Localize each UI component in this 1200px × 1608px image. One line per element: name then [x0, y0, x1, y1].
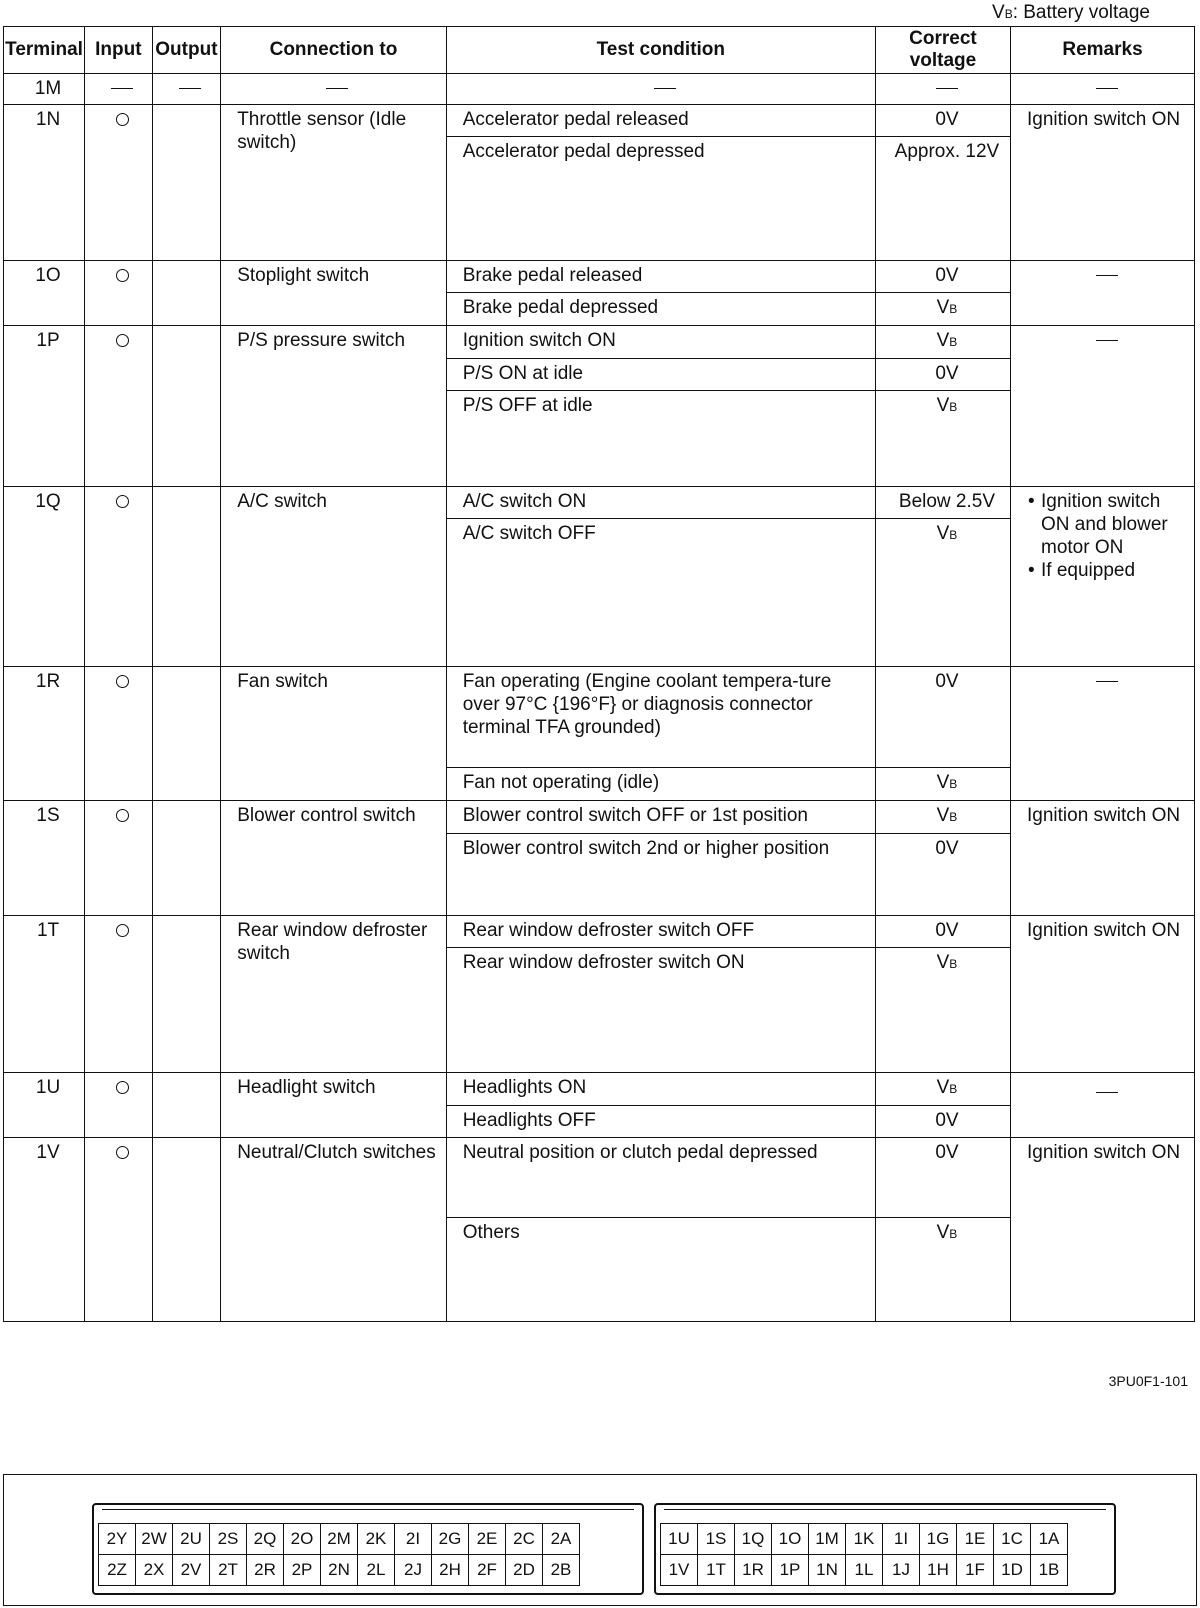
terminal-cell: 1M: [4, 74, 85, 105]
dash-icon: [326, 88, 348, 89]
voltage-cell: 0V: [875, 916, 1010, 948]
dash-icon: [1096, 275, 1118, 276]
condition-cell: Blower control switch OFF or 1st position: [446, 801, 875, 834]
connector-pin: 1U: [661, 1524, 698, 1555]
connector-pin: 2K: [358, 1524, 395, 1555]
remarks-cell: [1011, 487, 1195, 667]
voltage-cell: 0V: [875, 359, 1010, 391]
voltage-cell: Approx. 12V: [875, 137, 1010, 261]
input-circle-icon: [116, 269, 129, 282]
condition-cell: Accelerator pedal depressed: [446, 137, 875, 261]
vb-subscript: B: [1004, 7, 1013, 21]
connector-pin: 1N: [809, 1555, 846, 1586]
connector-pin: 2S: [210, 1524, 247, 1555]
condition-cell: A/C switch ON: [446, 487, 875, 519]
condition-cell: P/S OFF at idle: [446, 391, 875, 487]
connector-pin: 2F: [469, 1555, 506, 1586]
table-row: [4, 261, 1195, 293]
connector-pin: 2C: [506, 1524, 543, 1555]
connector-pin: 2Z: [99, 1555, 136, 1586]
table-row: [4, 1138, 1195, 1218]
connector-pin: 2E: [469, 1524, 506, 1555]
connector-pin: 1S: [698, 1524, 735, 1555]
connector-pin: 2W: [136, 1524, 173, 1555]
connection-cell: Neutral/Clutch switches: [221, 1138, 447, 1322]
header-output: Output: [152, 27, 221, 74]
input-circle-icon: [116, 334, 129, 347]
dash-icon: [1096, 1092, 1118, 1093]
connector-pin: 2D: [506, 1555, 543, 1586]
pin-row: [99, 1524, 580, 1555]
pin-row: [99, 1555, 580, 1586]
remarks-cell: Ignition switch ON: [1011, 1138, 1195, 1322]
condition-cell: Rear window defroster switch ON: [446, 948, 875, 1073]
connector-pin: 2H: [432, 1555, 469, 1586]
table-row: [4, 667, 1195, 768]
vb-symbol: V: [992, 2, 1005, 23]
dash-icon: [1096, 88, 1118, 89]
condition-cell: P/S ON at idle: [446, 359, 875, 391]
voltage-cell: VB: [875, 391, 1010, 487]
connection-cell: Blower control switch: [221, 801, 447, 916]
condition-cell: Headlights OFF: [446, 1106, 875, 1138]
terminal-cell: 1S: [4, 801, 85, 916]
connector-1-pins: [660, 1523, 1068, 1586]
connection-cell: A/C switch: [221, 487, 447, 667]
terminal-cell: 1V: [4, 1138, 85, 1322]
terminal-voltage-table: [3, 26, 1195, 1322]
connector-pin: 2L: [358, 1555, 395, 1586]
voltage-cell: VB: [875, 1073, 1010, 1106]
connector-pin: 1A: [1031, 1524, 1068, 1555]
condition-cell: Fan not operating (idle): [446, 768, 875, 801]
condition-cell: A/C switch OFF: [446, 519, 875, 667]
connector-pin: 1E: [957, 1524, 994, 1555]
header-input: Input: [85, 27, 153, 74]
terminal-cell: 1U: [4, 1073, 85, 1138]
connection-cell: Fan switch: [221, 667, 447, 801]
input-circle-icon: [116, 1081, 129, 1094]
input-circle-icon: [116, 809, 129, 822]
pin-row: [661, 1555, 1068, 1586]
connector-pin: 1K: [846, 1524, 883, 1555]
connector-pin: 1J: [883, 1555, 920, 1586]
voltage-cell: 0V: [875, 667, 1010, 768]
voltage-cell: VB: [875, 801, 1010, 834]
table-row: [4, 74, 1195, 105]
connector-2-pins: [98, 1523, 580, 1586]
table-row: [4, 326, 1195, 359]
connector-pin: 2G: [432, 1524, 469, 1555]
dash-icon: [936, 88, 958, 89]
connector-pin: 1O: [772, 1524, 809, 1555]
table-row: [4, 105, 1195, 137]
connector-latch: [664, 1509, 1106, 1520]
connector-pin: 2A: [543, 1524, 580, 1555]
terminal-cell: 1N: [4, 105, 85, 261]
voltage-cell: 0V: [875, 105, 1010, 137]
connector-1: [654, 1503, 1116, 1595]
battery-voltage-note: [992, 2, 1150, 24]
remarks-cell: Ignition switch ON: [1011, 105, 1195, 261]
condition-cell: Rear window defroster switch OFF: [446, 916, 875, 948]
terminal-cell: 1T: [4, 916, 85, 1073]
input-circle-icon: [116, 495, 129, 508]
connector-pin: 1I: [883, 1524, 920, 1555]
table-row: [4, 916, 1195, 948]
dash-icon: [654, 88, 676, 89]
condition-cell: Others: [446, 1218, 875, 1322]
condition-cell: Blower control switch 2nd or higher position: [446, 834, 875, 916]
connector-pin: 1L: [846, 1555, 883, 1586]
condition-cell: Headlights ON: [446, 1073, 875, 1106]
header-row: [4, 27, 1195, 74]
connection-cell: Rear window defroster switch: [221, 916, 447, 1073]
connector-pin: 1T: [698, 1555, 735, 1586]
input-circle-icon: [116, 1146, 129, 1159]
connector-pin: 2M: [321, 1524, 358, 1555]
dash-icon: [1096, 340, 1118, 341]
condition-cell: Accelerator pedal released: [446, 105, 875, 137]
connection-cell: P/S pressure switch: [221, 326, 447, 487]
connector-2: [92, 1503, 644, 1595]
header-remarks: Remarks: [1011, 27, 1195, 74]
voltage-cell: VB: [875, 948, 1010, 1073]
connector-pin: 1V: [661, 1555, 698, 1586]
connector-pin: 1D: [994, 1555, 1031, 1586]
connection-cell: Throttle sensor (Idle switch): [221, 105, 447, 261]
voltage-cell: 0V: [875, 834, 1010, 916]
connector-pin: 1R: [735, 1555, 772, 1586]
dash-icon: [111, 88, 133, 89]
voltage-cell: 0V: [875, 1106, 1010, 1138]
dash-icon: [179, 88, 201, 89]
input-circle-icon: [116, 924, 129, 937]
connector-pin: 1H: [920, 1555, 957, 1586]
connector-pin: 2U: [173, 1524, 210, 1555]
terminal-cell: 1O: [4, 261, 85, 326]
connector-pin: 2Y: [99, 1524, 136, 1555]
connector-pin: 1C: [994, 1524, 1031, 1555]
connector-pin: 2P: [284, 1555, 321, 1586]
voltage-cell: VB: [875, 519, 1010, 667]
input-circle-icon: [116, 675, 129, 688]
connector-latch: [102, 1509, 634, 1520]
voltage-cell: Below 2.5V: [875, 487, 1010, 519]
connector-pin: 2B: [543, 1555, 580, 1586]
connector-pin: 1Q: [735, 1524, 772, 1555]
connector-pin: 1P: [772, 1555, 809, 1586]
note-text: : Battery voltage: [1012, 2, 1150, 23]
remarks-cell: Ignition switch ON: [1011, 801, 1195, 916]
input-circle-icon: [116, 113, 129, 126]
connector-pin: 2X: [136, 1555, 173, 1586]
condition-cell: Brake pedal depressed: [446, 293, 875, 326]
connector-pin: 2Q: [247, 1524, 284, 1555]
table-row: [4, 801, 1195, 834]
terminal-cell: 1P: [4, 326, 85, 487]
header-test-condition: Test condition: [446, 27, 875, 74]
voltage-cell: VB: [875, 293, 1010, 326]
connector-pin: 2N: [321, 1555, 358, 1586]
connector-pin: 1B: [1031, 1555, 1068, 1586]
condition-cell: Neutral position or clutch pedal depressed: [446, 1138, 875, 1218]
connector-pin: 1M: [809, 1524, 846, 1555]
header-connection: Connection to: [221, 27, 447, 74]
connector-pin: 2V: [173, 1555, 210, 1586]
voltage-cell: VB: [875, 768, 1010, 801]
remark-item: • If equipped: [1041, 559, 1186, 582]
connector-pin: 1F: [957, 1555, 994, 1586]
voltage-cell: 0V: [875, 1138, 1010, 1218]
figure-code: 3PU0F1-101: [1108, 1373, 1188, 1389]
connector-pin: 2O: [284, 1524, 321, 1555]
voltage-cell: VB: [875, 1218, 1010, 1322]
connector-pin: 2J: [395, 1555, 432, 1586]
terminal-cell: 1R: [4, 667, 85, 801]
connector-pin: 2R: [247, 1555, 284, 1586]
connector-pin: 2I: [395, 1524, 432, 1555]
header-correct-voltage: Correct voltage: [875, 27, 1010, 74]
connection-cell: Stoplight switch: [221, 261, 447, 326]
table-row: [4, 1073, 1195, 1106]
pin-row: [661, 1524, 1068, 1555]
condition-cell: Fan operating (Engine coolant tempera-ture over 97°C {196°F} or diagnosis connector terminal TFA grounded): [446, 667, 875, 768]
voltage-cell: VB: [875, 326, 1010, 359]
table-row: [4, 487, 1195, 519]
connector-pin: 1G: [920, 1524, 957, 1555]
remarks-cell: Ignition switch ON: [1011, 916, 1195, 1073]
dash-icon: [1096, 681, 1118, 682]
condition-cell: Ignition switch ON: [446, 326, 875, 359]
connector-pin: 2T: [210, 1555, 247, 1586]
voltage-cell: 0V: [875, 261, 1010, 293]
connector-diagram: [3, 1474, 1197, 1606]
remark-item: • Ignition switch ON and blower motor ON: [1041, 490, 1186, 559]
condition-cell: Brake pedal released: [446, 261, 875, 293]
header-terminal: Terminal: [4, 27, 85, 74]
connection-cell: Headlight switch: [221, 1073, 447, 1138]
terminal-cell: 1Q: [4, 487, 85, 667]
